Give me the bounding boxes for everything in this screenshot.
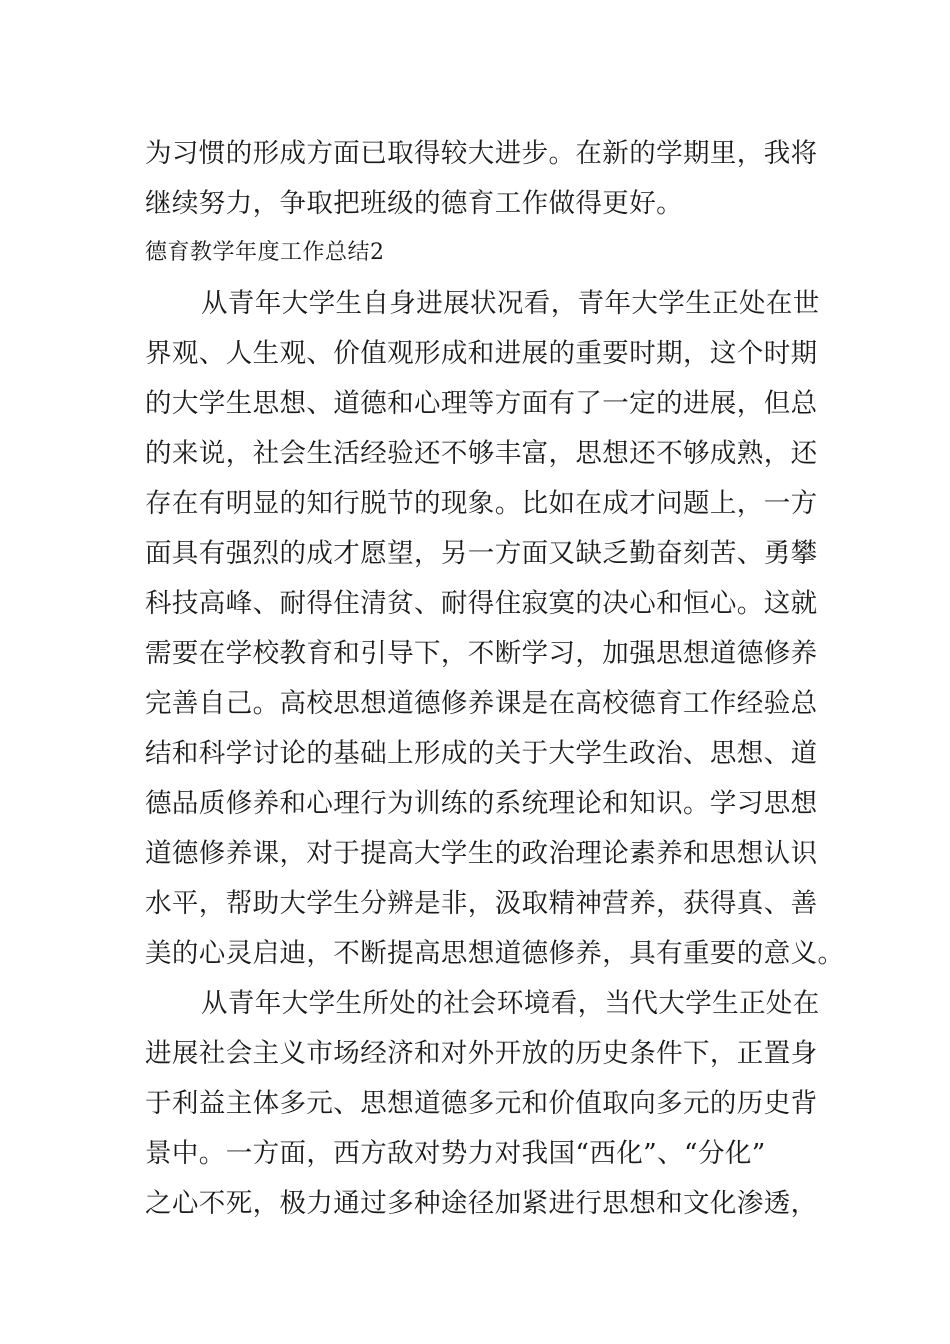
intro-line: 为习惯的形成方面已取得较大进步。在新的学期里，我将	[145, 138, 818, 169]
section-heading: 德育教学年度工作总结2	[145, 240, 385, 265]
paragraph-line: 结和科学讨论的基础上形成的关于大学生政治、思想、道	[145, 738, 818, 769]
paragraph-line: 道德修养课，对于提高大学生的政治理论素养和思想认识	[145, 838, 818, 869]
paragraph-line: 美的心灵启迪，不断提高思想道德修养，具有重要的意义。	[145, 938, 845, 969]
paragraph-line: 科技高峰、耐得住清贫、耐得住寂寞的决心和恒心。这就	[145, 588, 818, 619]
paragraph-line: 进展社会主义市场经济和对外开放的历史条件下，正置身	[145, 1038, 818, 1069]
paragraph-line: 的大学生思想、道德和心理等方面有了一定的进展，但总	[145, 388, 818, 419]
paragraph-line: 德品质修养和心理行为训练的系统理论和知识。学习思想	[145, 788, 818, 819]
paragraph-line: 从青年大学生自身进展状况看，青年大学生正处在世	[201, 288, 820, 319]
paragraph-line: 之心不死，极力通过多种途径加紧进行思想和文化渗透，	[145, 1188, 818, 1219]
paragraph-line: 于利益主体多元、思想道德多元和价值取向多元的历史背	[145, 1088, 818, 1119]
paragraph-line: 完善自己。高校思想道德修养课是在高校德育工作经验总	[145, 688, 818, 719]
paragraph-line: 从青年大学生所处的社会环境看，当代大学生正处在	[201, 988, 820, 1019]
paragraph-line: 存在有明显的知行脱节的现象。比如在成才问题上，一方	[145, 488, 818, 519]
paragraph-line: 需要在学校教育和引导下，不断学习，加强思想道德修养	[145, 638, 818, 669]
intro-line: 继续努力，争取把班级的德育工作做得更好。	[145, 188, 683, 219]
paragraph-line: 面具有强烈的成才愿望，另一方面又缺乏勤奋刻苦、勇攀	[145, 538, 818, 569]
paragraph-line: 界观、人生观、价值观形成和进展的重要时期，这个时期	[145, 338, 818, 369]
paragraph-line: 水平，帮助大学生分辨是非，汲取精神营养，获得真、善	[145, 888, 818, 919]
paragraph-line: 的来说，社会生活经验还不够丰富，思想还不够成熟，还	[145, 438, 818, 469]
paragraph-line: 景中。一方面，西方敌对势力对我国“西化”、“分化”	[145, 1138, 766, 1169]
